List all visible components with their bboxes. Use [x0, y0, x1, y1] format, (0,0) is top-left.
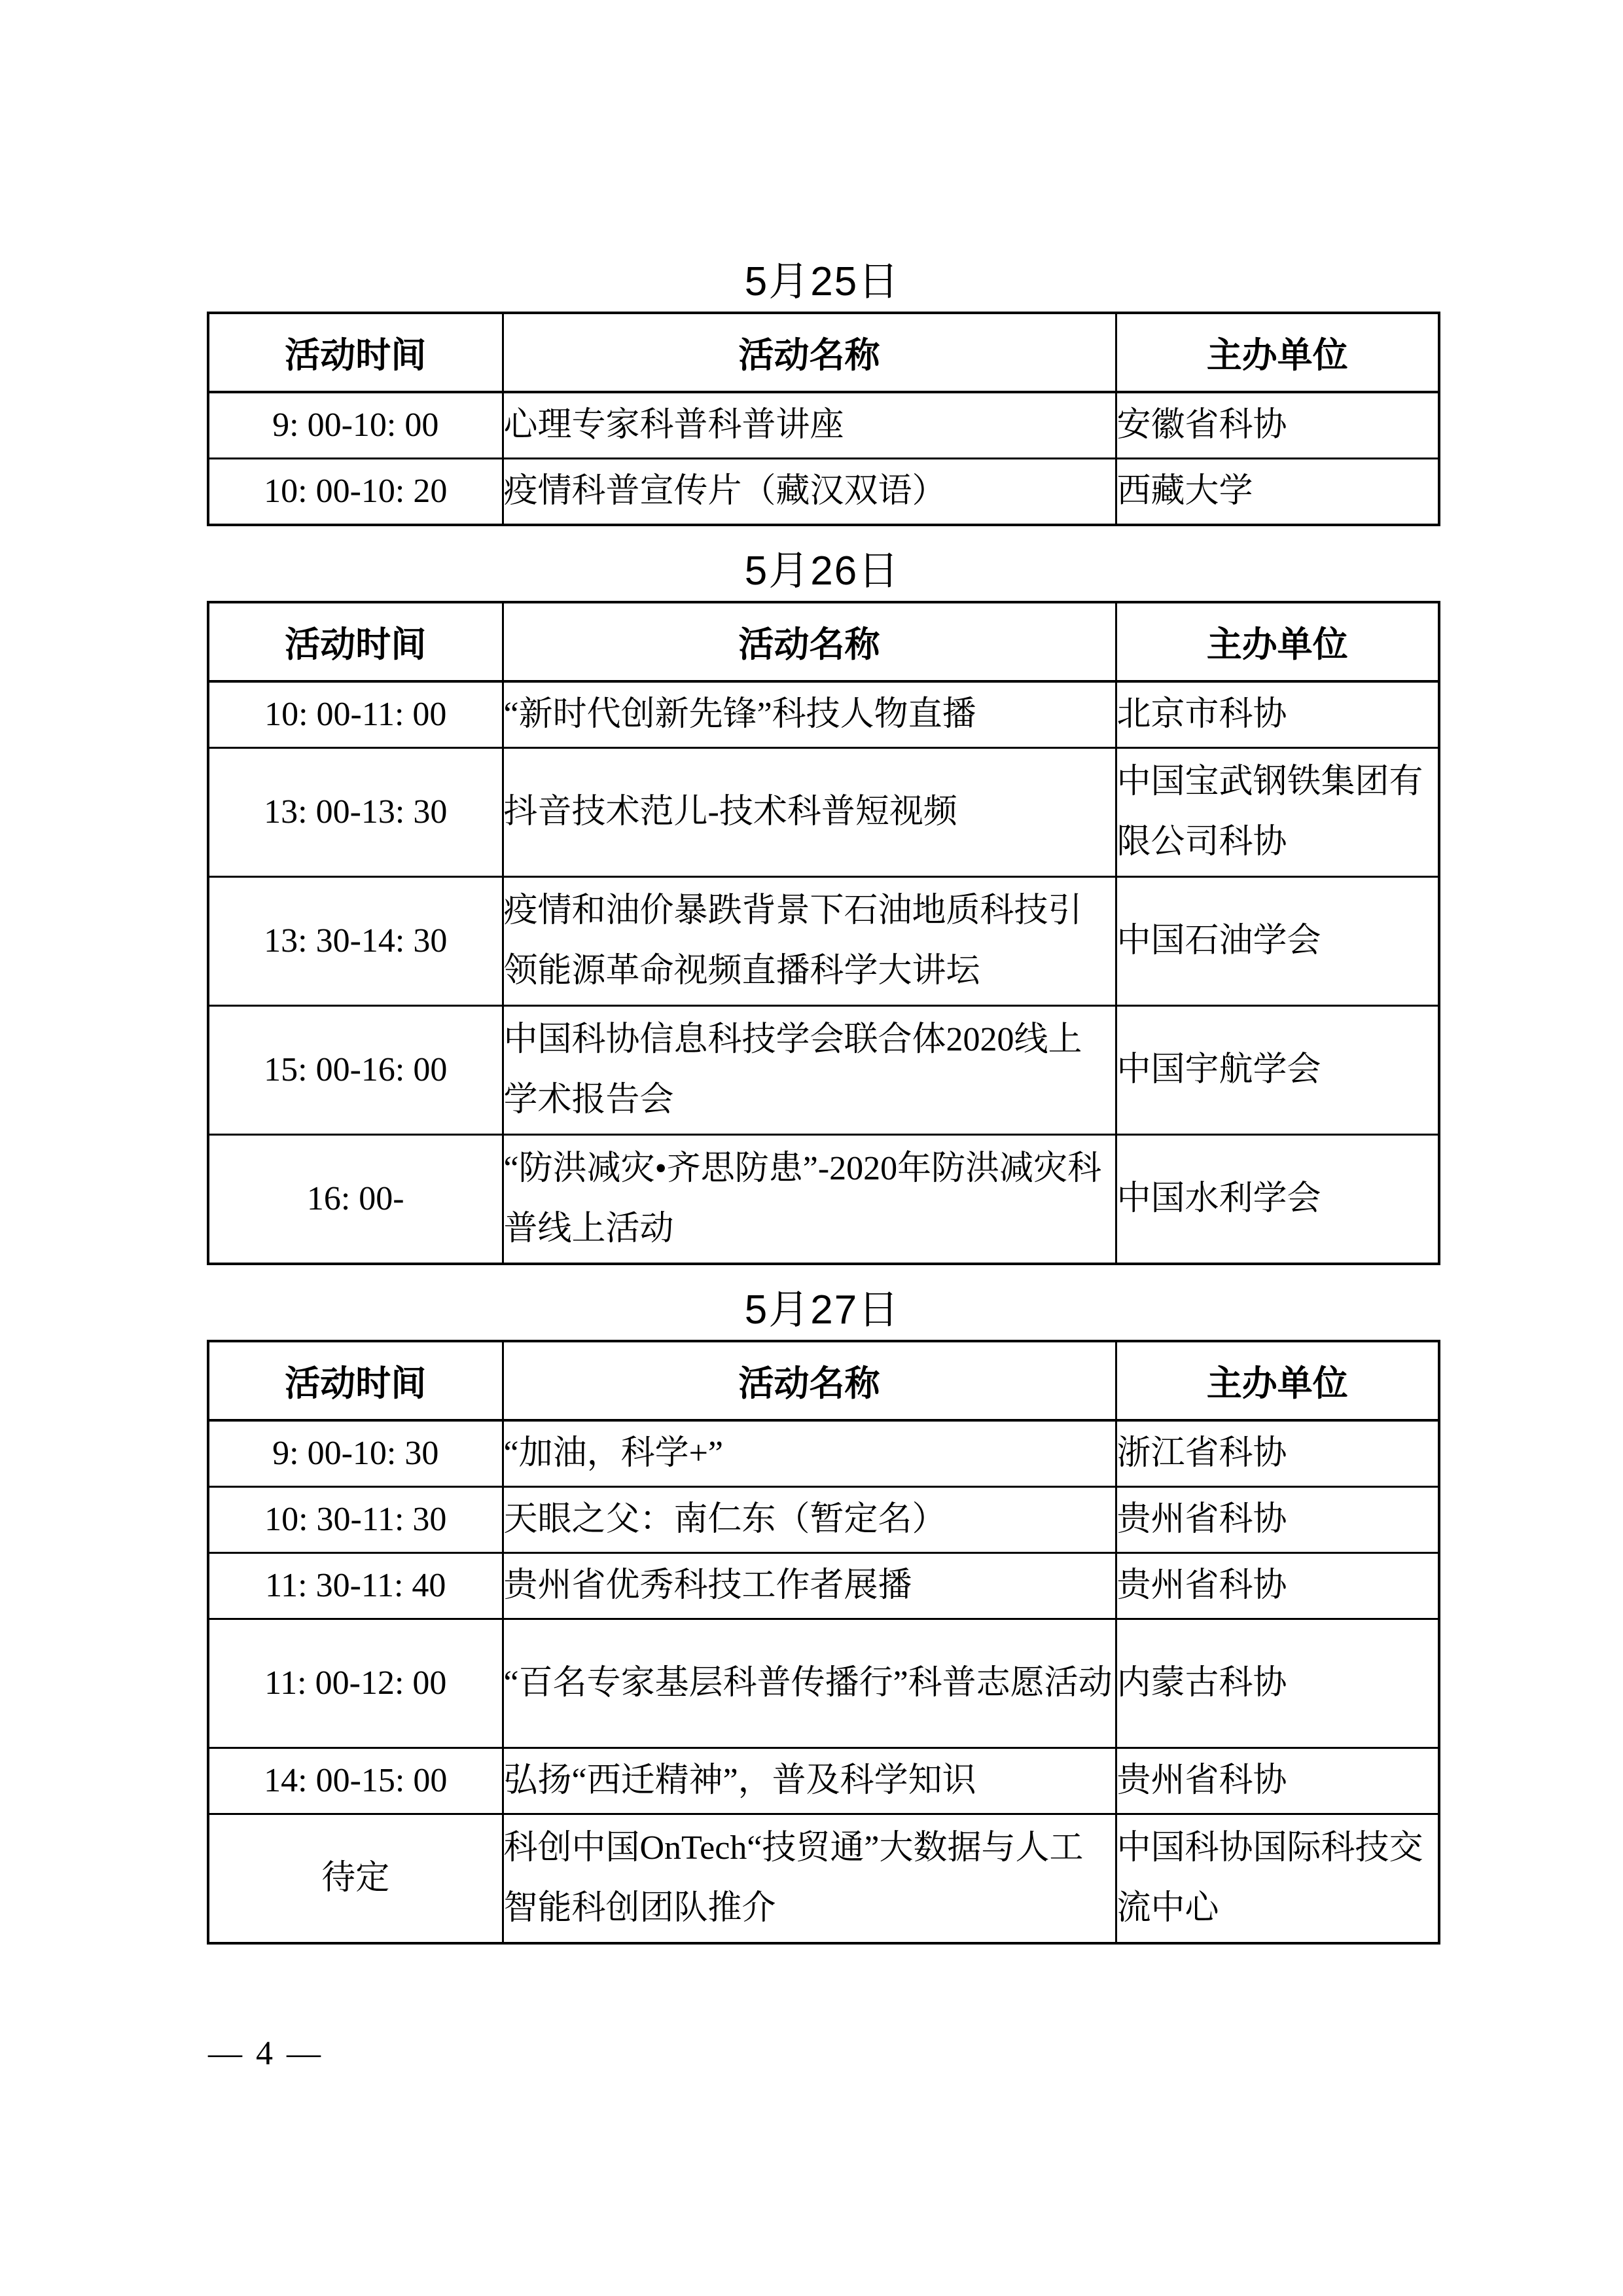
table-row [208, 459, 1439, 526]
table-row [208, 392, 1439, 459]
column-header-org: 主办单位 [1116, 1341, 1439, 1420]
time-cell: 13: 00-13: 30 [208, 748, 503, 877]
header-row [208, 602, 1439, 681]
time-cell: 9: 00-10: 00 [208, 392, 503, 459]
time-cell: 10: 30-11: 30 [208, 1487, 503, 1553]
column-header-time: 活动时间 [208, 602, 503, 681]
org-cell: 浙江省科协 [1116, 1420, 1439, 1487]
time-cell: 16: 00- [208, 1135, 503, 1265]
table-row [208, 1814, 1439, 1944]
event-table [207, 1340, 1440, 1945]
org-cell: 中国石油学会 [1116, 877, 1439, 1006]
table-row [208, 1006, 1439, 1135]
name-cell: 中国科协信息科技学会联合体2020线上学术报告会 [503, 1006, 1116, 1135]
header-row [208, 1341, 1439, 1420]
name-cell: 贵州省优秀科技工作者展播 [503, 1553, 1116, 1619]
header-row [208, 313, 1439, 392]
org-cell: 安徽省科协 [1116, 392, 1439, 459]
org-cell: 贵州省科协 [1116, 1553, 1439, 1619]
schedule-section-may26 [207, 546, 1438, 1265]
time-cell: 待定 [208, 1814, 503, 1944]
column-header-org: 主办单位 [1116, 602, 1439, 681]
name-cell: 抖音技术范儿-技术科普短视频 [503, 748, 1116, 877]
date-title: 5月27日 [744, 1287, 901, 1333]
time-cell: 9: 00-10: 30 [208, 1420, 503, 1487]
column-header-org: 主办单位 [1116, 313, 1439, 392]
page-number: — 4 — [208, 2035, 323, 2072]
org-cell: 西藏大学 [1116, 459, 1439, 526]
column-header-name: 活动名称 [503, 602, 1116, 681]
time-cell: 10: 00-10: 20 [208, 459, 503, 526]
column-header-time: 活动时间 [208, 313, 503, 392]
table-row [208, 1420, 1439, 1487]
table-row [208, 681, 1439, 748]
time-cell: 13: 30-14: 30 [208, 877, 503, 1006]
name-cell: “加油，科学+” [503, 1420, 1116, 1487]
table-row [208, 1135, 1439, 1265]
org-cell: 贵州省科协 [1116, 1487, 1439, 1553]
name-cell: 科创中国OnTech“技贸通”大数据与人工智能科创团队推介 [503, 1814, 1116, 1944]
column-header-time: 活动时间 [208, 1341, 503, 1420]
schedule-section-may27 [207, 1285, 1438, 1945]
column-header-name: 活动名称 [503, 313, 1116, 392]
time-cell: 11: 30-11: 40 [208, 1553, 503, 1619]
org-cell: 中国水利学会 [1116, 1135, 1439, 1265]
table-row [208, 1619, 1439, 1748]
name-cell: 疫情和油价暴跌背景下石油地质科技引领能源革命视频直播科学大讲坛 [503, 877, 1116, 1006]
event-table [207, 601, 1440, 1265]
org-cell: 中国宇航学会 [1116, 1006, 1439, 1135]
name-cell: 疫情科普宣传片（藏汉双语） [503, 459, 1116, 526]
org-cell: 中国宝武钢铁集团有限公司科协 [1116, 748, 1439, 877]
time-cell: 14: 00-15: 00 [208, 1748, 503, 1814]
name-cell: 天眼之父：南仁东（暂定名） [503, 1487, 1116, 1553]
name-cell: “百名专家基层科普传播行”科普志愿活动 [503, 1619, 1116, 1748]
table-row [208, 748, 1439, 877]
date-title: 5月25日 [744, 259, 901, 304]
event-table [207, 312, 1440, 526]
org-cell: 中国科协国际科技交流中心 [1116, 1814, 1439, 1944]
time-cell: 11: 00-12: 00 [208, 1619, 503, 1748]
table-row [208, 1487, 1439, 1553]
name-cell: 心理专家科普科普讲座 [503, 392, 1116, 459]
org-cell: 北京市科协 [1116, 681, 1439, 748]
date-title: 5月26日 [744, 548, 901, 594]
org-cell: 贵州省科协 [1116, 1748, 1439, 1814]
column-header-name: 活动名称 [503, 1341, 1116, 1420]
page-content [207, 257, 1438, 1945]
org-cell: 内蒙古科协 [1116, 1619, 1439, 1748]
table-row [208, 1553, 1439, 1619]
table-row [208, 1748, 1439, 1814]
name-cell: 弘扬“西迁精神”，普及科学知识 [503, 1748, 1116, 1814]
table-row [208, 877, 1439, 1006]
time-cell: 15: 00-16: 00 [208, 1006, 503, 1135]
schedule-section-may25 [207, 257, 1438, 526]
name-cell: “新时代创新先锋”科技人物直播 [503, 681, 1116, 748]
name-cell: “防洪减灾•齐思防患”-2020年防洪减灾科普线上活动 [503, 1135, 1116, 1265]
time-cell: 10: 00-11: 00 [208, 681, 503, 748]
